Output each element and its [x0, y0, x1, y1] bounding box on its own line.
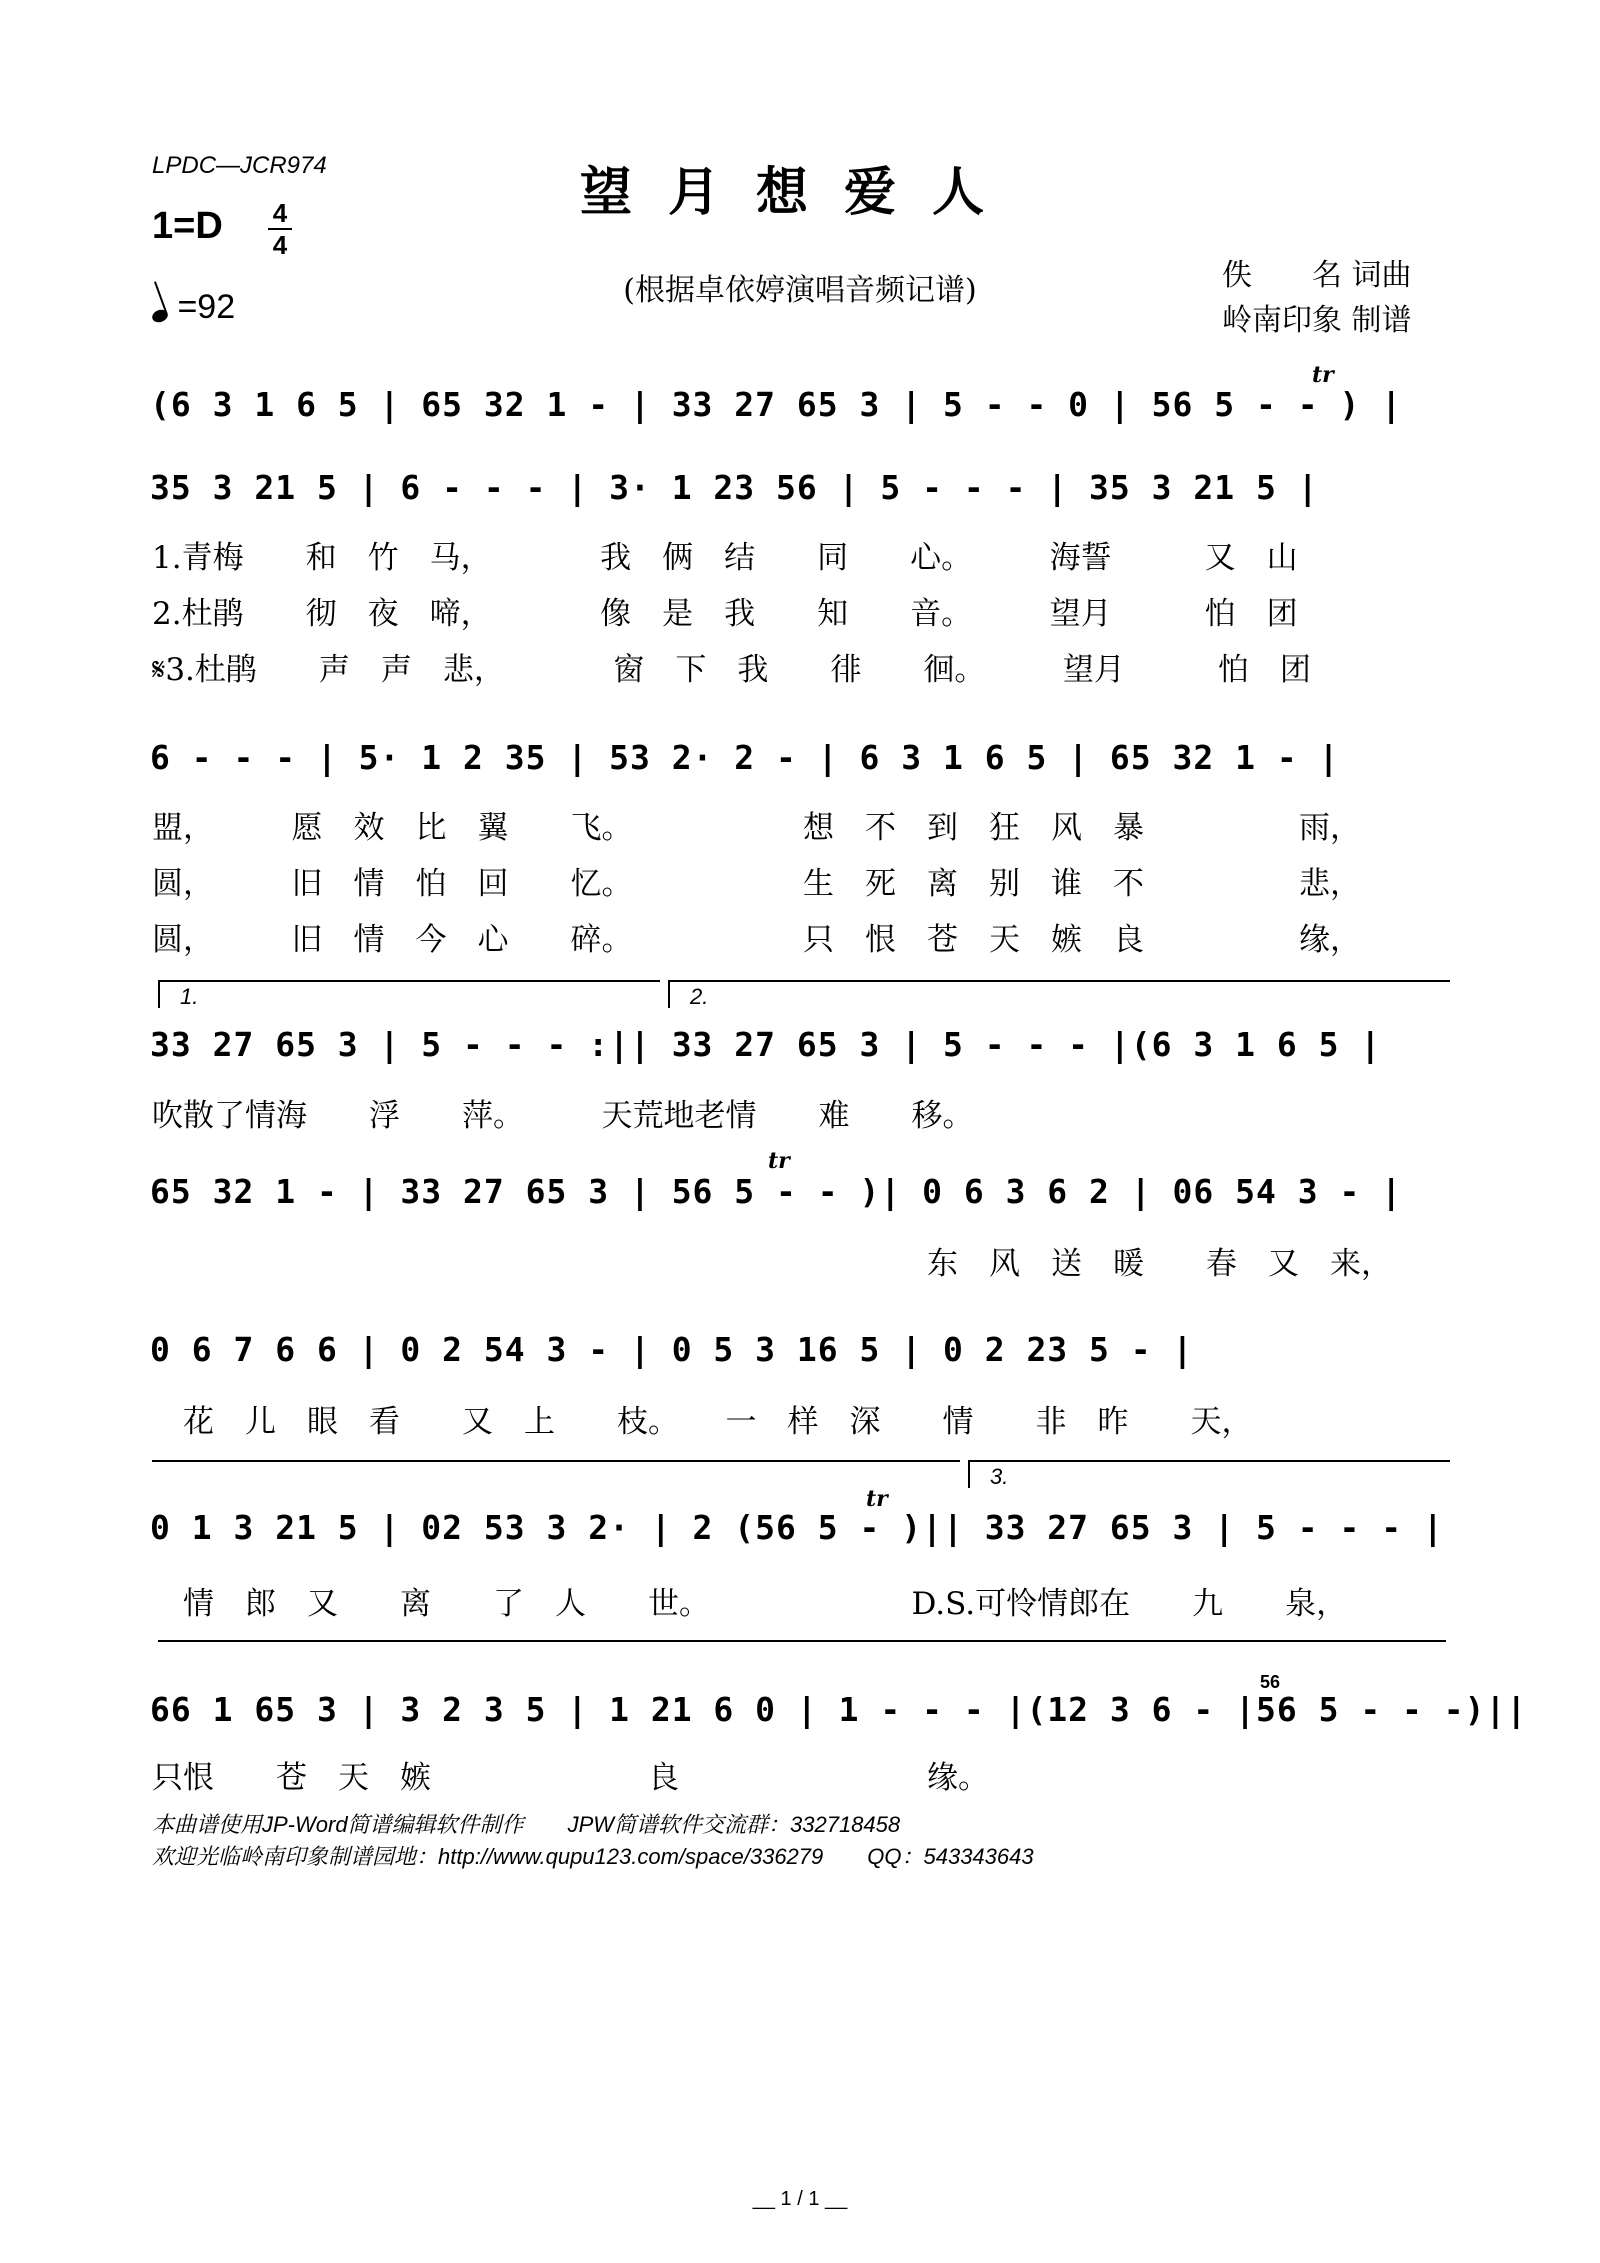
bracket-line — [158, 1640, 1446, 1668]
score-code: LPDC—JCR974 — [152, 152, 327, 179]
time-signature-bottom: 4 — [272, 230, 288, 260]
lyrics-line-8: 只恨 苍 天 嫉 良 缘。 — [152, 1760, 989, 1796]
volta-bracket-2 — [668, 980, 1450, 1008]
lyrics-line-4: 吹散了情海 浮 萍。 天荒地老情 难 移。 — [152, 1098, 974, 1134]
score-line-4: 33 27 65 3 | 5 - - - :|| 33 27 65 3 | 5 - - - |(6 3 1 6 5 | — [150, 1025, 1382, 1064]
lyrics-line-3-verse-3: 圆， 旧 情 今 心 碎。 只 恨 苍 天 嫉 良 缘， — [152, 922, 1361, 958]
key-signature: 1=D — [152, 205, 223, 247]
subtitle: (根据卓依婷演唱音频记谱) — [623, 273, 977, 308]
credit-lyrics-music: 佚 名 词曲 — [1222, 258, 1412, 293]
lyrics-line-3-verse-1: 盟， 愿 效 比 翼 飞。 想 不 到 狂 风 暴 雨， — [152, 810, 1361, 846]
lyrics-verse-1: 1.青梅 和 竹 马， 我 俩 结 同 心。 海誓 又 山 — [152, 540, 1298, 576]
score-line-1: (6 3 1 6 5 | 65 32 1 - | 33 27 65 3 | 5 - - 0 | 56 5 - - ) | — [150, 385, 1403, 424]
repeat-line — [152, 1460, 960, 1488]
lyrics-line-7: 情 郎 又 离 了 人 世。 D.S.可怜情郎在 九 泉， — [152, 1586, 1348, 1622]
score-line-8: 66 1 65 3 | 3 2 3 5 | 1 21 6 0 | 1 - - - |(12 3 6 - |56 5 - - -)|| — [150, 1690, 1528, 1729]
volta-bracket-1 — [158, 980, 660, 1008]
score-line-7: 0 1 3 21 5 | 02 53 3 2· | 2 (56 5 - )|| 33 27 65 3 | 5 - - - | — [150, 1508, 1444, 1547]
volta-label-2: 2. — [690, 984, 709, 1009]
lyrics-verse-3: 𝄋3.杜鹃 声 声 悲， 窗 下 我 徘 徊。 望月 怕 团 — [152, 652, 1311, 688]
trill-mark: tr — [1312, 362, 1334, 388]
lyrics-line-5: 东 风 送 暖 春 又 来， — [152, 1246, 1392, 1282]
time-signature-top: 4 — [272, 198, 288, 228]
time-signature — [268, 200, 292, 258]
trill-mark-2: tr — [768, 1148, 790, 1174]
grace-notes: 56 — [1260, 1672, 1281, 1692]
page-number: __ 1 / 1 __ — [752, 2188, 848, 2210]
song-title: 望月想爱人 — [579, 162, 1020, 223]
volta-bracket-3 — [968, 1460, 1450, 1488]
lyrics-line-3-verse-2: 圆， 旧 情 怕 回 忆。 生 死 离 别 谁 不 悲， — [152, 866, 1361, 902]
volta-label-1: 1. — [180, 984, 199, 1009]
score-line-5: 65 32 1 - | 33 27 65 3 | 56 5 - - )| 0 6 3 6 2 | 06 54 3 - | — [150, 1172, 1403, 1211]
lyrics-verse-2: 2.杜鹃 彻 夜 啼， 像 是 我 知 音。 望月 怕 团 — [152, 596, 1298, 632]
credit-transcriber: 岭南印象 制谱 — [1222, 303, 1412, 338]
trill-mark-3: tr — [866, 1486, 888, 1512]
score-line-2: 35 3 21 5 | 6 - - - | 3· 1 23 56 | 5 - - - | 35 3 21 5 | — [150, 468, 1319, 507]
score-line-6: 0 6 7 6 6 | 0 2 54 3 - | 0 5 3 16 5 | 0 2 23 5 - | — [150, 1330, 1194, 1369]
volta-label-3: 3. — [990, 1464, 1009, 1489]
lyrics-line-6: 花 儿 眼 看 又 上 枝。 一 样 深 情 非 昨 天， — [152, 1404, 1253, 1440]
tempo-value: =92 — [177, 288, 236, 326]
score-line-3: 6 - - - | 5· 1 2 35 | 53 2· 2 - | 6 3 1 6 5 | 65 32 1 - | — [150, 738, 1340, 777]
footer-line-1: 本曲谱使用JP-Word简谱编辑软件制作 JPW简谱软件交流群：332718458 — [152, 1812, 901, 1837]
quarter-note-icon — [150, 308, 169, 325]
footer-line-2: 欢迎光临岭南印象制谱园地：http://www.qupu123.com/space/336279 QQ：543343643 — [152, 1844, 1034, 1869]
